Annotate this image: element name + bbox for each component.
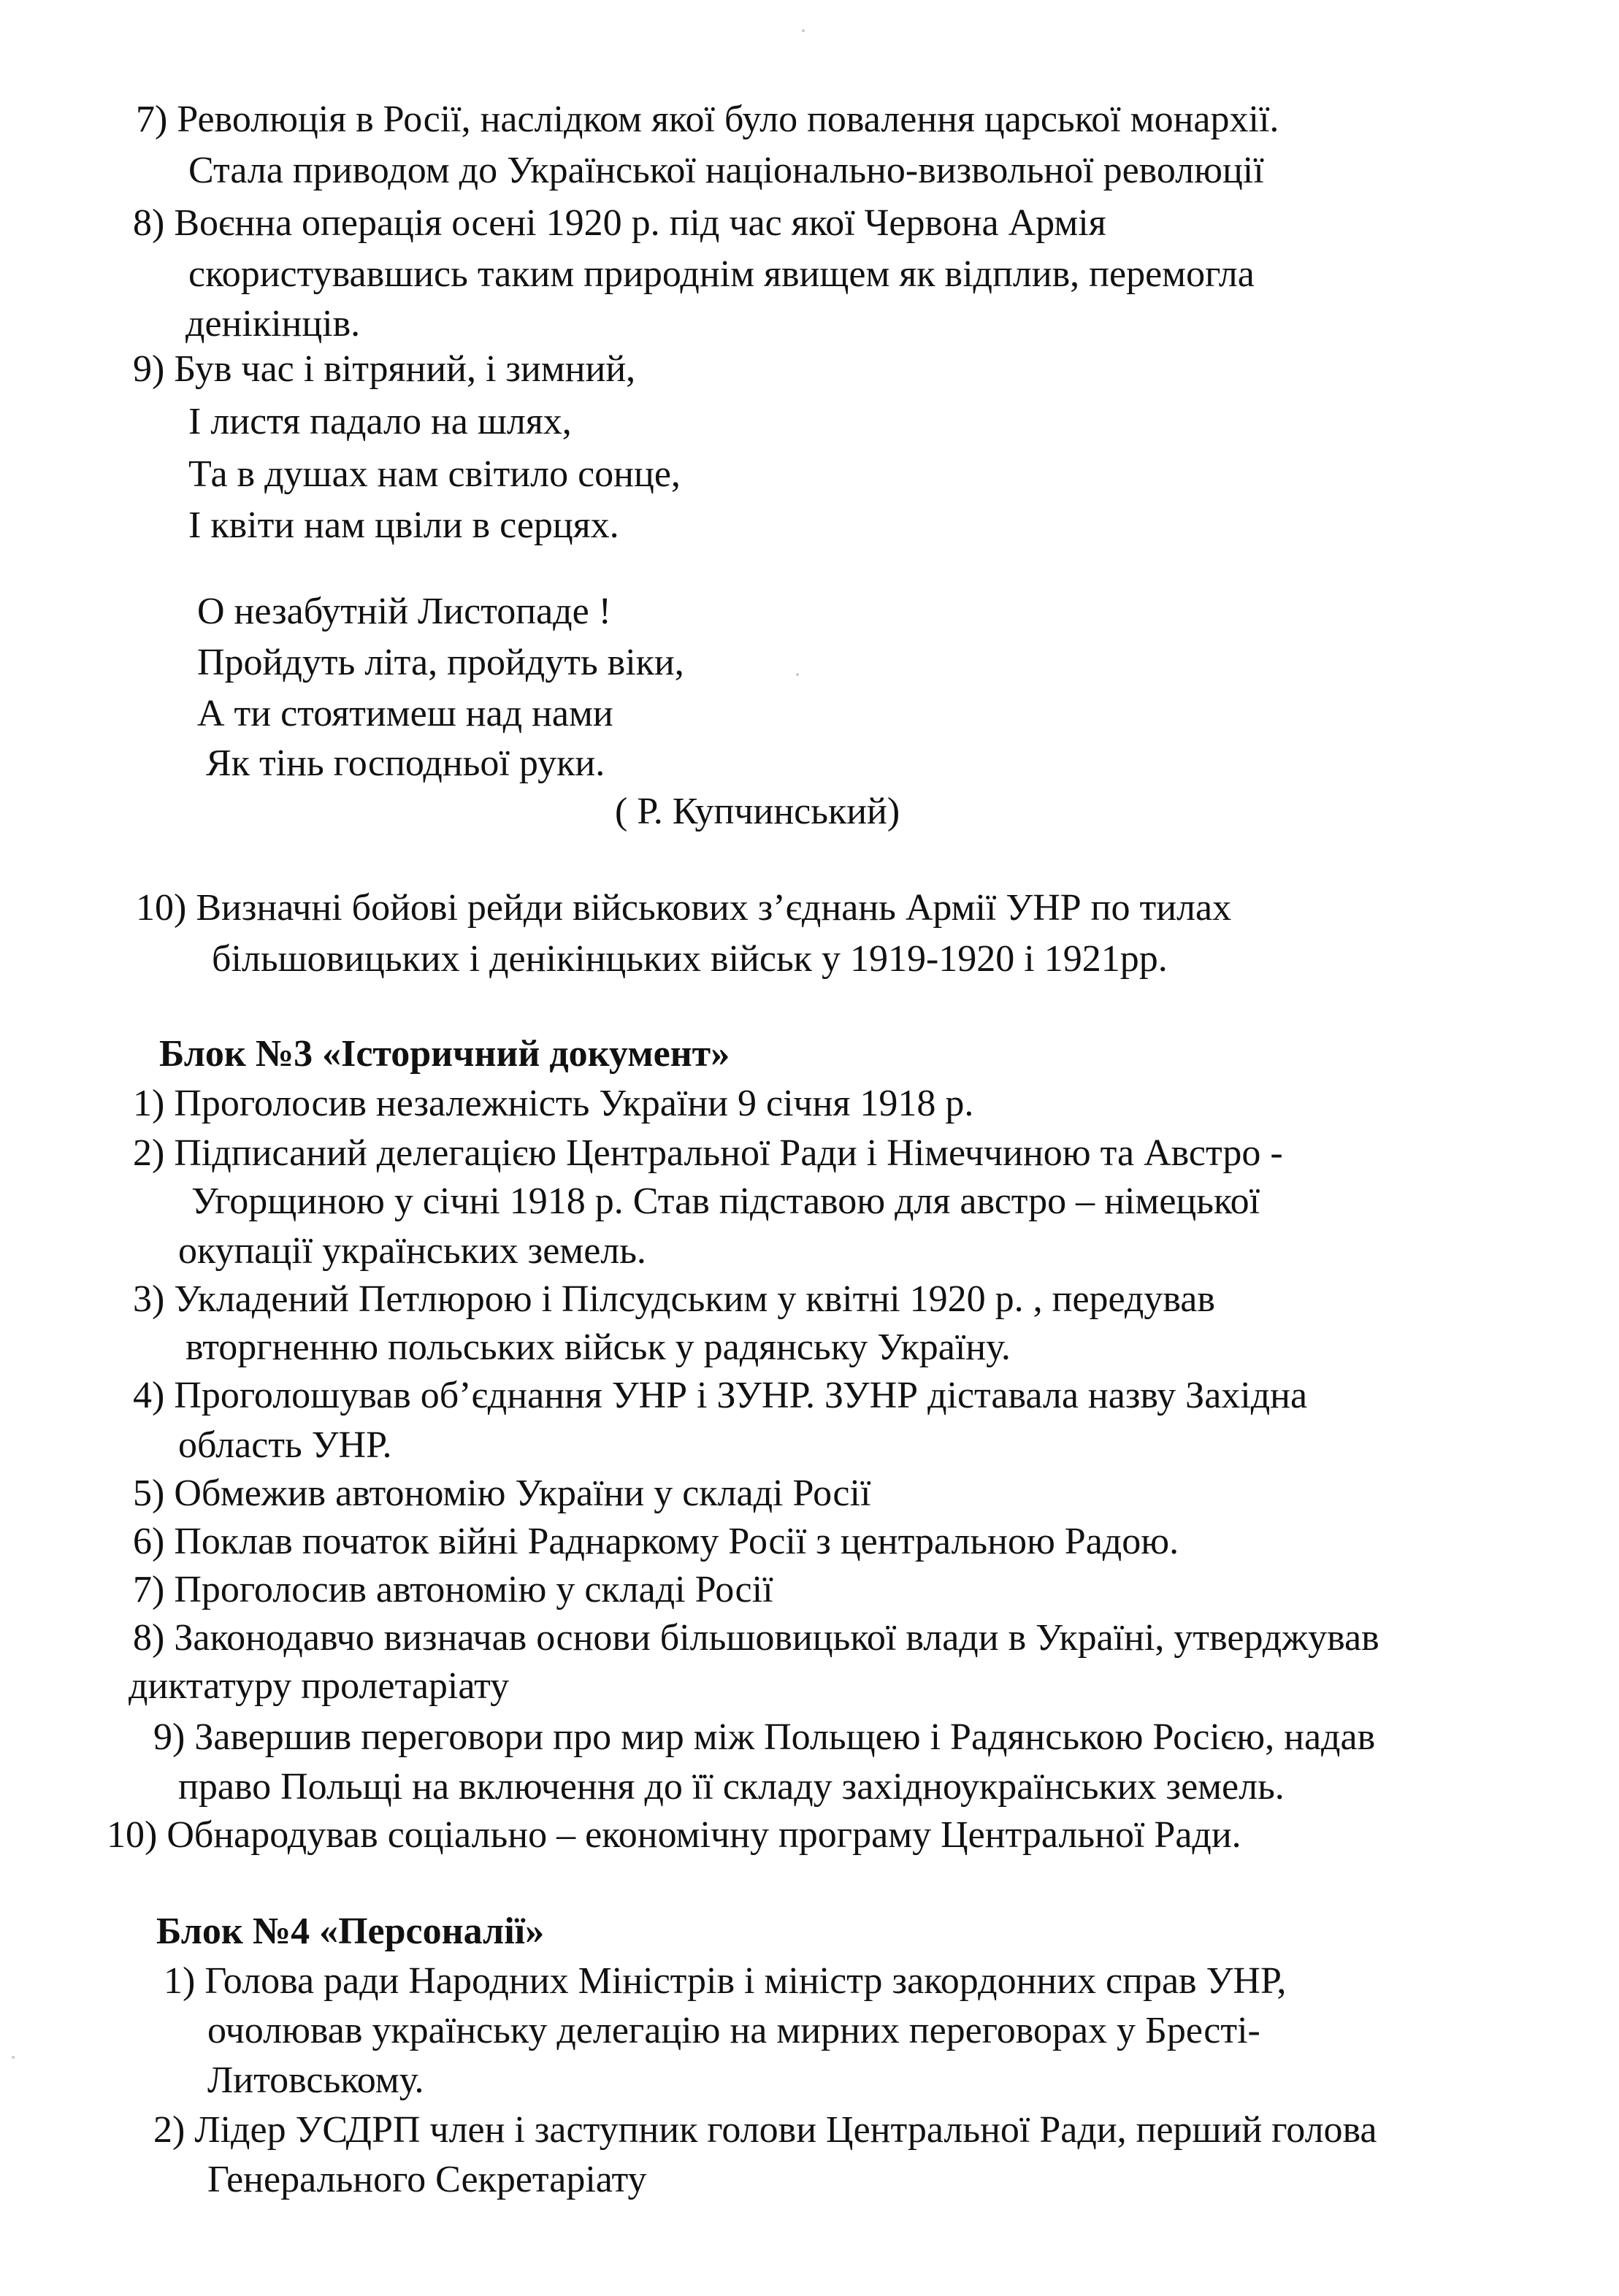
- item9-line1: 9) Був час і вітряний, і зимний,: [133, 348, 636, 390]
- block3-item9-line2: право Польщі на включення до її складу західноукраїнських земель.: [178, 1766, 1285, 1808]
- poem-line5: О незабутній Листопаде !: [197, 591, 611, 632]
- block3-item4-line1: 4) Проголошував об’єднання УНР і ЗУНР. ЗУНР діставала назву Західна: [133, 1375, 1308, 1416]
- block3-item8-line2: диктатуру пролетаріату: [129, 1665, 510, 1707]
- scan-speck: [12, 2056, 15, 2059]
- block4-heading: Блок №4 «Персоналії»: [156, 1911, 545, 1952]
- poem-line8: Як тінь господньої руки.: [206, 742, 605, 784]
- block3-item2-line2: Угорщиною у січні 1918 р. Став підставою для австро – німецької: [191, 1180, 1260, 1222]
- item9-line2: І листя падало на шлях,: [188, 401, 572, 442]
- block4-item2-line2: Генерального Секретаріату: [207, 2159, 647, 2200]
- item10-line1: 10) Визначні бойові рейди військових з’єднань Армії УНР по тилах: [136, 887, 1232, 929]
- item8-line3: денікінців.: [185, 303, 361, 345]
- block3-item4-line2: область УНР.: [178, 1424, 392, 1466]
- item10-line2: більшовицьких і денікінцьких військ у 1919-1920 і 1921рр.: [212, 938, 1168, 980]
- block3-item2-line1: 2) Підписаний делегацією Центральної Ради і Німеччиною та Австро -: [133, 1132, 1283, 1174]
- poem-line7: А ти стоятимеш над нами: [197, 693, 613, 734]
- block3-item1: 1) Проголосив незалежність України 9 січня 1918 р.: [133, 1083, 974, 1124]
- block4-item1-line2: очолював українську делегацію на мирних переговорах у Бресті-: [207, 2010, 1260, 2051]
- block3-item8-line1: 8) Законодавчо визначав основи більшовицької влади в Україні, утверджував: [133, 1617, 1379, 1659]
- block4-item2-line1: 2) Лідер УСДРП член і заступник голови Центральної Ради, перший голова: [153, 2109, 1377, 2151]
- block3-item3-line1: 3) Укладений Петлюрою і Пілсудським у квітні 1920 р. , передував: [133, 1278, 1215, 1320]
- block3-item7: 7) Проголосив автономію у складі Росії: [133, 1569, 773, 1610]
- poem-attribution: ( Р. Купчинський): [615, 791, 900, 832]
- scan-speck: [796, 673, 799, 676]
- block3-item10: 10) Обнародував соціально – економічну програму Центральної Ради.: [107, 1814, 1241, 1856]
- block4-item1-line1: 1) Голова ради Народних Міністрів і міністр закордонних справ УНР,: [164, 1960, 1287, 2002]
- block4-item1-line3: Литовському.: [207, 2059, 424, 2101]
- block3-heading: Блок №3 «Історичний документ»: [159, 1033, 730, 1075]
- block3-item5: 5) Обмежив автономію України у складі Росії: [133, 1473, 871, 1514]
- item9-line3: Та в душах нам світило сонце,: [188, 453, 681, 495]
- block3-item3-line2: вторгненню польських військ у радянську Україну.: [185, 1326, 1011, 1368]
- poem-line6: Пройдуть літа, пройдуть віки,: [197, 642, 684, 683]
- block3-item9-line1: 9) Завершив переговори про мир між Польщею і Радянською Росією, надав: [153, 1716, 1376, 1758]
- item9-line4: І квіти нам цвіли в серцях.: [188, 504, 619, 546]
- item7-line2: Стала приводом до Української національно-визвольної революції: [188, 150, 1264, 191]
- block3-item2-line3: окупації українських земель.: [178, 1230, 646, 1272]
- block3-item6: 6) Поклав початок війні Раднаркому Росії з центральною Радою.: [133, 1521, 1179, 1562]
- item8-line1: 8) Воєнна операція осені 1920 р. під час якої Червона Армія: [133, 202, 1106, 244]
- item8-line2: скористувавшись таким природнім явищем як відплив, перемогла: [188, 253, 1255, 295]
- item7-line1: 7) Революція в Росії, наслідком якої було повалення царської монархії.: [136, 99, 1279, 140]
- scan-speck: [802, 29, 805, 32]
